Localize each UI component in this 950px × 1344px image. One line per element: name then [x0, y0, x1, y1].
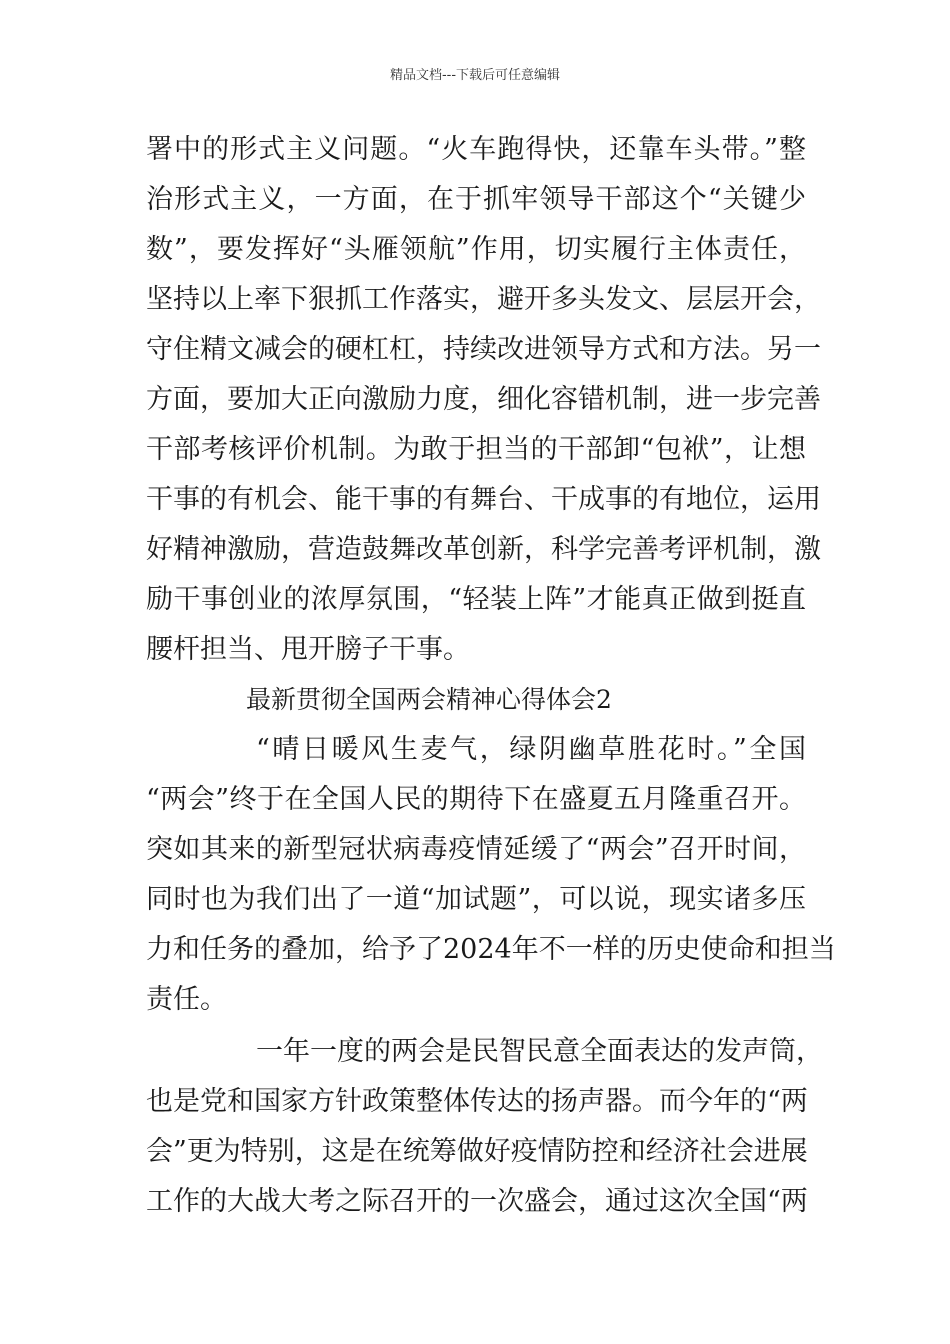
- paragraph-2-line: 力和任务的叠加，给予了2024年不一样的历史使命和担当: [146, 934, 836, 965]
- paragraph-1-line: 干部考核评价机制。为敢于担当的干部卸“包袱”，让想: [146, 434, 806, 465]
- paragraph-1-line: 守住精文减会的硬杠杠，持续改进领导方式和方法。另一: [146, 334, 821, 365]
- paragraph-2-line: 责任。: [146, 984, 227, 1015]
- paragraph-3-line: 也是党和国家方针政策整体传达的扬声器。而今年的“两: [146, 1086, 808, 1117]
- paragraph-1-line: 好精神激励，营造鼓舞改革创新，科学完善考评机制，激: [146, 534, 821, 565]
- paragraph-2-line: “晴日暖风生麦气，绿阴幽草胜花时。”全国: [256, 734, 806, 765]
- paragraph-3-line: 工作的大战大考之际召开的一次盛会，通过这次全国“两: [146, 1186, 808, 1217]
- paragraph-1-line: 腰杆担当、甩开膀子干事。: [146, 634, 470, 665]
- paragraph-3-line: 一年一度的两会是民智民意全面表达的发声筒，: [256, 1036, 823, 1067]
- paragraph-1-line: 坚持以上率下狠抓工作落实，避开多头发文、层层开会，: [146, 284, 821, 315]
- paragraph-1-line: 署中的形式主义问题。“火车跑得快，还靠车头带。”整: [146, 134, 806, 165]
- paragraph-1-line: 治形式主义，一方面，在于抓牢领导干部这个“关键少: [146, 184, 806, 215]
- paragraph-1-line: 励干事创业的浓厚氛围，“轻装上阵”才能真正做到挺直: [146, 584, 806, 615]
- paragraph-2-line: “两会”终于在全国人民的期待下在盛夏五月隆重召开。: [146, 784, 806, 815]
- section-title: 最新贯彻全国两会精神心得体会2: [246, 685, 612, 714]
- paragraph-1-line: 数”，要发挥好“头雁领航”作用，切实履行主体责任，: [146, 234, 806, 265]
- paragraph-2-line: 同时也为我们出了一道“加试题”，可以说，现实诸多压: [146, 884, 806, 915]
- page-header: 精品文档---下载后可任意编辑: [389, 68, 561, 83]
- paragraph-3-line: 会”更为特别，这是在统筹做好疫情防控和经济社会进展: [146, 1136, 808, 1167]
- paragraph-1-line: 干事的有机会、能干事的有舞台、干成事的有地位，运用: [146, 484, 821, 515]
- paragraph-1-line: 方面，要加大正向激励力度，细化容错机制，进一步完善: [146, 384, 821, 415]
- paragraph-2-line: 突如其来的新型冠状病毒疫情延缓了“两会”召开时间，: [146, 834, 806, 865]
